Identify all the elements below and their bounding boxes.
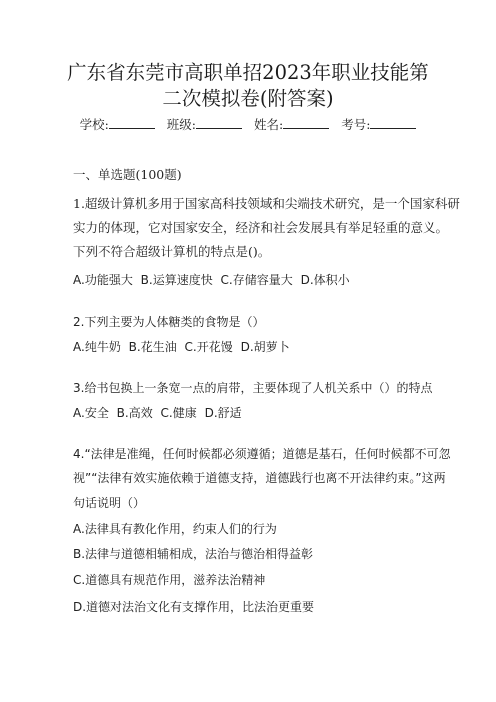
- question-3-line-1: 3.给书包换上一条宽一点的肩带，主要体现了人机关系中（）的特点: [73, 381, 433, 395]
- title-line-2: 二次模拟卷(附答案): [162, 87, 334, 110]
- question-2-option-c: C.开花馒: [184, 340, 233, 354]
- name-field: 姓名:: [254, 116, 329, 134]
- question-1-line-2: 实力的体现，它对国家安全，经济和社会发展具有举足轻重的意义。: [73, 220, 449, 235]
- question-2-line-1: 2.下列主要为人体糖类的食物是（）: [73, 315, 265, 329]
- exam-number-field: 考号:: [341, 116, 416, 134]
- student-info-row: [0, 116, 496, 134]
- question-3-options: [73, 404, 246, 422]
- question-1-option-a: A.功能强大: [73, 273, 133, 287]
- question-3-option-b: B.高效: [116, 406, 153, 420]
- question-3-option-c: C.健康: [160, 406, 197, 420]
- question-3-option-d: D.舒适: [204, 406, 242, 420]
- question-1-option-b: B.运算速度快: [140, 273, 213, 287]
- question-4-option-d: D.道德对法治文化有支撑作用，比法治更重要: [73, 600, 315, 614]
- question-1-line-1: 1.超级计算机多用于国家高科技领域和尖端技术研究，是一个国家科研: [73, 196, 460, 211]
- question-2-option-d: D.胡萝卜: [240, 340, 290, 354]
- question-4-option-c: C.道德具有规范作用，滋养法治精神: [73, 573, 266, 587]
- question-4-line-3: 句话说明（）: [73, 496, 146, 510]
- question-1-options: [73, 271, 354, 289]
- school-field: 学校:: [80, 116, 155, 134]
- question-1-option-d: D.体积小: [300, 273, 350, 287]
- school-blank: [109, 116, 155, 129]
- question-4-option-a: A.法律具有教化作用，约束人们的行为: [73, 522, 277, 536]
- section-heading: 一、单选题(100题): [73, 167, 182, 182]
- question-1-option-c: C.存储容量大: [220, 273, 293, 287]
- question-2-option-a: A.纯牛奶: [73, 340, 121, 354]
- question-2-options: [73, 338, 294, 356]
- exam-number-blank: [370, 116, 416, 129]
- question-1-line-3: 下列不符合超级计算机的特点是()。: [73, 244, 271, 259]
- question-2-option-b: B.花生油: [128, 340, 177, 354]
- title-line-1: 广东省东莞市高职单招2023年职业技能第: [67, 61, 429, 84]
- question-3-option-a: A.安全: [73, 406, 109, 420]
- class-field: 班级:: [167, 116, 242, 134]
- name-blank: [283, 116, 329, 129]
- question-4-option-b: B.法律与道德相辅相成，法治与德治相得益彰: [73, 547, 314, 561]
- question-4-line-2: 视”“法律有效实施依赖于道德支持，道德践行也离不开法律约束。”这两: [73, 471, 446, 485]
- document-title: [40, 60, 456, 112]
- class-blank: [196, 116, 242, 129]
- question-4-line-1: 4.“法律是准绳，任何时候都必须遵循；道德是基石，任何时候都不可忽: [73, 447, 451, 461]
